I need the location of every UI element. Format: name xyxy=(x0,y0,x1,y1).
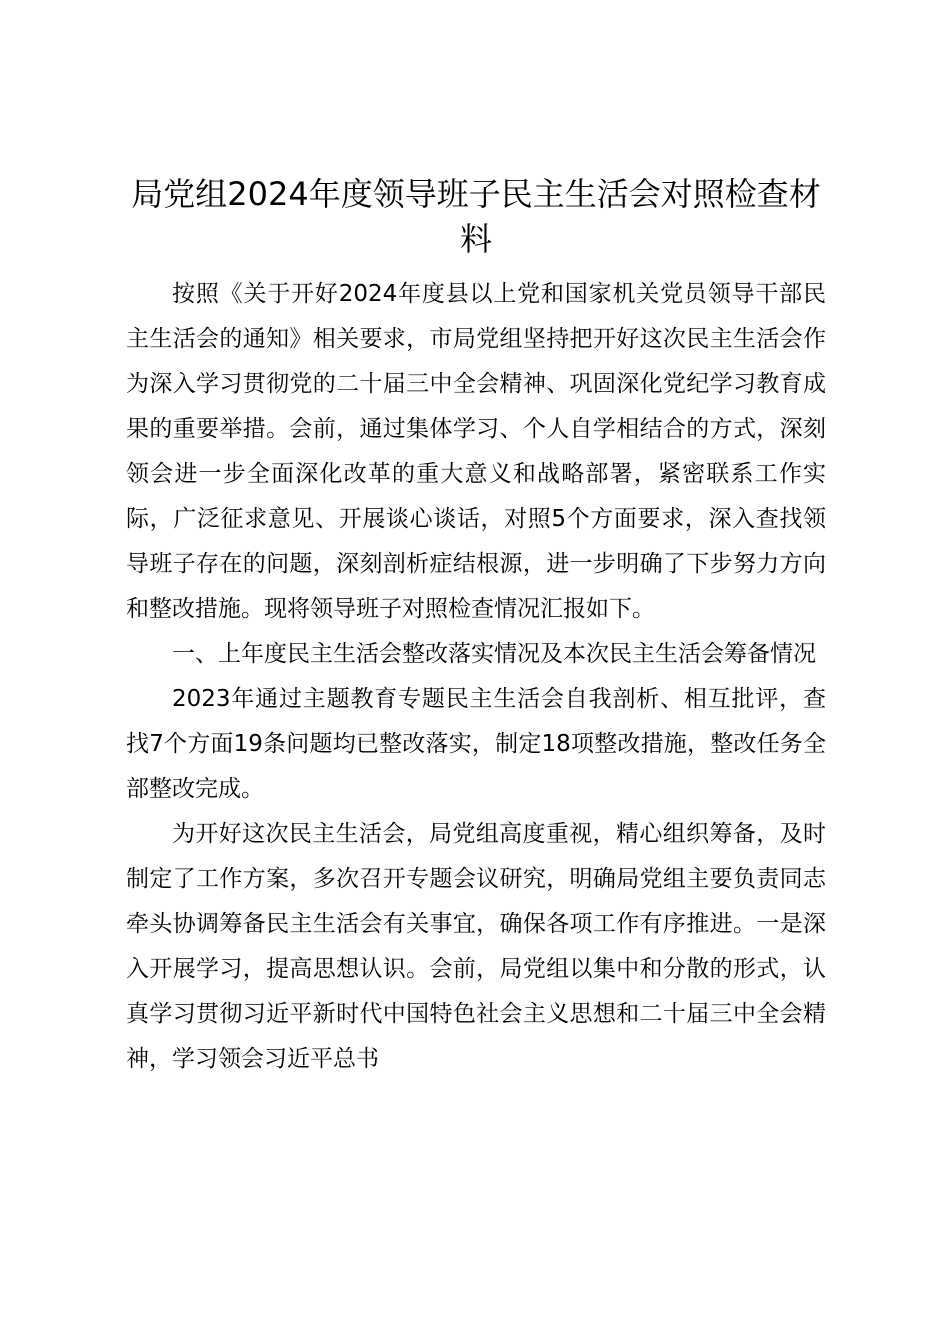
section1-paragraph-2: 为开好这次民主生活会，局党组高度重视，精心组织筹备，及时制定了工作方案，多次召开专题会议研究，明确局党组主要负责同志牵头协调筹备民主生活会有关事宜，确保各项工作有序推进。一是深入开展学习，提高思想认识。会前，局党组以集中和分散的形式，认真学习贯彻习近平新时代中国特色社会主义思想和二十届三中全会精神，学习领会习近平总书 xyxy=(126,821,826,1072)
document-title: 局党组2024年度领导班子民主生活会对照检查材料 xyxy=(131,175,821,258)
section-heading-1: 一、上年度民主生活会整改落实情况及本次民主生活会筹备情况 xyxy=(172,641,816,667)
section1-paragraph-1: 2023年通过主题教育专题民主生活会自我剖析、相互批评，查找7个方面19条问题均已整改落实，制定18项整改措施，整改任务全部整改完成。 xyxy=(126,686,826,802)
document-page xyxy=(126,172,826,1082)
intro-paragraph: 按照《关于开好2024年度县以上党和国家机关党员领导干部民主生活会的通知》相关要求，市局党组坚持把开好这次民主生活会作为深入学习贯彻党的二十届三中全会精神、巩固深化党纪学习教育成果的重要举措。会前，通过集体学习、个人自学相结合的方式，深刻领会进一步全面深化改革的重大意义和战略部署，紧密联系工作实际，广泛征求意见、开展谈心谈话，对照5个方面要求，深入查找领导班子存在的问题，深刻剖析症结根源，进一步明确了下步努力方向和整改措施。现将领导班子对照检查情况汇报如下。 xyxy=(126,281,826,622)
